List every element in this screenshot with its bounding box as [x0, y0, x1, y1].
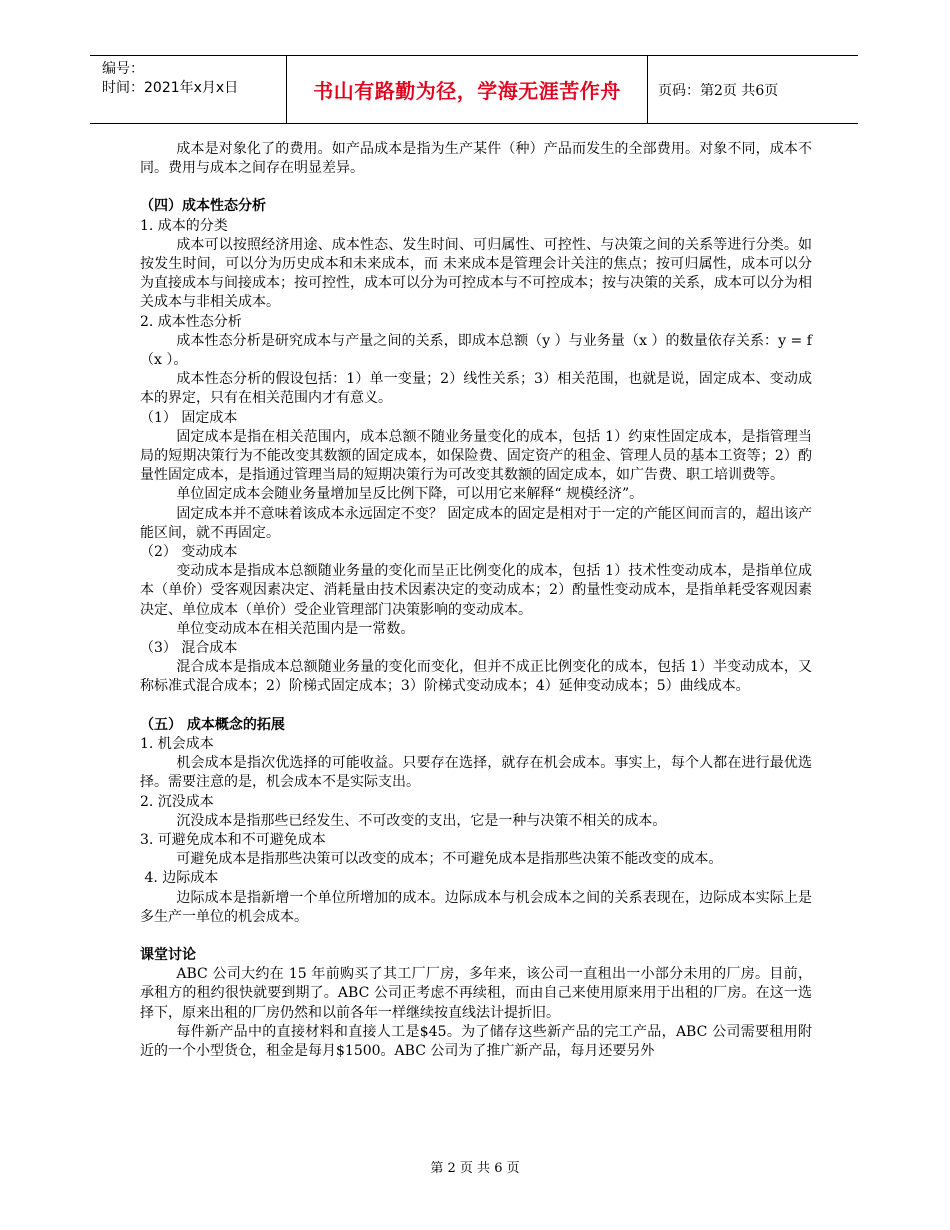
paragraph: 混合成本是指成本总额随业务量的变化而变化，但并不成正比例变化的成本，包括 1）半变动成本，又称标准式混合成本；2）阶梯式固定成本；3）阶梯式变动成本；4）延伸变动成本；5）曲线成本。 — [140, 659, 812, 695]
section-heading-cost-extension: （五） 成本概念的拓展 — [140, 716, 285, 733]
subsection-title: 2. 沉没成本 — [140, 793, 214, 810]
header-meta — [90, 56, 286, 123]
paragraph: 边际成本是指新增一个单位所增加的成本。边际成本与机会成本之间的关系表现在，边际成本实际上是多生产一单位的机会成本。 — [140, 889, 812, 925]
header-page-info: 页码：第2页 共6页 — [658, 82, 779, 99]
paragraph: 机会成本是指次优选择的可能收益。只要存在选择，就存在机会成本。事实上，每个人都在进行最优选择。需要注意的是，机会成本不是实际支出。 — [140, 755, 812, 791]
document-body — [140, 140, 812, 1061]
document-number-label: 编号： — [102, 61, 144, 77]
paragraph: 成本性态分析是研究成本与产量之间的关系，即成本总额（y ）与业务量（x ）的数量依存关系：y = f （x ）。 — [140, 332, 812, 369]
page-footer: 第 2 页 共 6 页 — [430, 1161, 520, 1176]
paragraph: 固定成本并不意味着该成本永远固定不变？ 固定成本的固定是相对于一定的产能区间而言的，超出该产能区间，就不再固定。 — [140, 505, 812, 541]
paragraph: ABC 公司大约在 15 年前购买了其工厂厂房，多年来，该公司一直租出一小部分未用的厂房。目前，承租方的租约很快就要到期了。ABC 公司正考虑不再续租，而由自己来使用原来用于出租的厂房。在这一选择下，原来出租的厂房仍然和以前各年一样继续按直线法计提折旧。 — [140, 966, 812, 1021]
document-date-label: 时间：2021年x月x日 — [102, 80, 239, 96]
subsection-title: 1. 成本的分类 — [140, 217, 228, 234]
header-motto-cell — [286, 56, 648, 123]
subsection-title: 1. 机会成本 — [140, 735, 214, 752]
paragraph: 变动成本是指成本总额随业务量的变化而呈正比例变化的成本，包括 1）技术性变动成本，是指单位成本（单价）受客观因素决定、消耗量由技术因素决定的变动成本；2）酌量性变动成本，是指单耗受客观因素决定、单位成本（单价）受企业管理部门决策影响的变动成本。 — [140, 563, 812, 618]
header-motto: 书山有路勤为径，学海无涯苦作舟 — [313, 79, 621, 103]
subsection-title: 2. 成本性态分析 — [140, 313, 242, 330]
item-title-fixed-cost: （1） 固定成本 — [140, 409, 238, 426]
page-header — [90, 55, 858, 124]
subsection-title: 3. 可避免成本和不可避免成本 — [140, 831, 326, 848]
intro-paragraph: 成本是对象化了的费用。如产品成本是指为生产某件（种）产品而发生的全部费用。对象不同，成本不同。费用与成本之间存在明显差异。 — [140, 141, 812, 177]
section-heading-class-discussion: 课堂讨论 — [140, 946, 196, 963]
paragraph: 单位变动成本在相关范围内是一常数。 — [176, 620, 415, 637]
paragraph: 可避免成本是指那些决策可以改变的成本；不可避免成本是指那些决策不能改变的成本。 — [176, 851, 723, 868]
section-heading-cost-behavior: （四）成本性态分析 — [140, 198, 266, 215]
paragraph: 固定成本是指在相关范围内，成本总额不随业务量变化的成本，包括 1）约束性固定成本，是指管理当局的短期决策行为不能改变其数额的固定成本，如保险费、固定资产的租金、管理人员的基本工资等；2）酌量性固定成本，是指通过管理当局的短期决策行为可改变其数额的固定成本，如广告费、职工培训费等。 — [140, 428, 812, 484]
paragraph: 成本性态分析的假设包括：1）单一变量；2）线性关系；3）相关范围，也就是说，固定成本、变动成本的界定，只有在相关范围内才有意义。 — [140, 371, 812, 407]
paragraph: 沉没成本是指那些已经发生、不可改变的支出，它是一种与决策不相关的成本。 — [176, 812, 667, 829]
item-title-variable-cost: （2） 变动成本 — [140, 544, 238, 561]
subsection-title: 4. 边际成本 — [140, 870, 219, 887]
paragraph: 每件新产品中的直接材料和直接人工是$45。为了储存这些新产品的完工产品，ABC 公司需要租用附近的一个小型货仓，租金是每月$1500。ABC 公司为了推广新产品，每月还要另外 — [140, 1023, 812, 1059]
paragraph: 单位固定成本会随业务量增加呈反比例下降，可以用它来解释“ 规模经济”。 — [176, 486, 644, 503]
paragraph: 成本可以按照经济用途、成本性态、发生时间、可归属性、可控性、与决策之间的关系等进行分类。如按发生时间，可以分为历史成本和未来成本，而 未来成本是管理会计关注的焦点；按可归属性，成本可以分为直接成本与间接成本；按可控性，成本可以分为可控成本与不可控成本；按与决策的关系，成本可以分为相关成本与非相关成本。 — [140, 236, 812, 311]
item-title-mixed-cost: （3） 混合成本 — [140, 640, 238, 657]
